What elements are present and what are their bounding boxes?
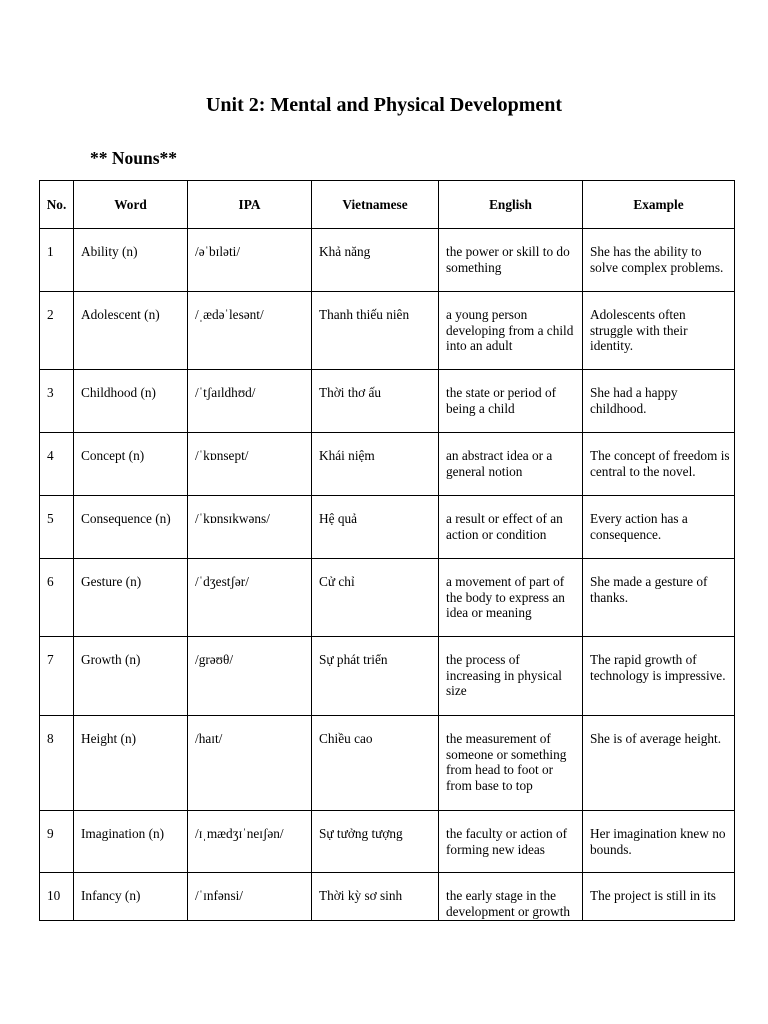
cell-example: Adolescents often struggle with their identity. <box>583 292 735 370</box>
document-title: Unit 2: Mental and Physical Development <box>205 94 563 116</box>
cell-english: a movement of part of the body to express an idea or meaning <box>439 559 583 637</box>
cell-no: 7 <box>40 637 74 716</box>
cell-english: the early stage in the development or growth <box>439 873 583 921</box>
cell-english: the faculty or action of forming new ideas <box>439 811 583 873</box>
cell-example: She is of average height. <box>583 716 735 811</box>
cell-ipa: /grəʊθ/ <box>188 637 312 716</box>
header-english: English <box>439 181 583 229</box>
cell-example: The project is still in its <box>583 873 735 921</box>
cell-word: Consequence (n) <box>74 496 188 559</box>
cell-word: Growth (n) <box>74 637 188 716</box>
cell-word: Height (n) <box>74 716 188 811</box>
cell-english: a result or effect of an action or condition <box>439 496 583 559</box>
cell-ipa: /ˈkɒnsɪkwəns/ <box>188 496 312 559</box>
cell-example: The rapid growth of technology is impressive. <box>583 637 735 716</box>
cell-no: 2 <box>40 292 74 370</box>
cell-example: The concept of freedom is central to the novel. <box>583 433 735 496</box>
cell-ipa: /ˈkɒnsept/ <box>188 433 312 496</box>
cell-ipa: /ˈɪnfənsi/ <box>188 873 312 921</box>
header-vietnamese: Vietnamese <box>312 181 439 229</box>
cell-word: Concept (n) <box>74 433 188 496</box>
vocabulary-table <box>39 180 735 921</box>
cell-example: She has the ability to solve complex problems. <box>583 229 735 292</box>
cell-example: She had a happy childhood. <box>583 370 735 433</box>
cell-no: 6 <box>40 559 74 637</box>
cell-vietnamese: Khái niệm <box>312 433 439 496</box>
cell-vietnamese: Khả năng <box>312 229 439 292</box>
cell-example: Every action has a consequence. <box>583 496 735 559</box>
cell-vietnamese: Thời thơ ấu <box>312 370 439 433</box>
cell-no: 3 <box>40 370 74 433</box>
cell-english: an abstract idea or a general notion <box>439 433 583 496</box>
header-word: Word <box>74 181 188 229</box>
cell-vietnamese: Thanh thiếu niên <box>312 292 439 370</box>
cell-ipa: /ˌædəˈlesənt/ <box>188 292 312 370</box>
cell-word: Ability (n) <box>74 229 188 292</box>
cell-vietnamese: Thời kỳ sơ sinh <box>312 873 439 921</box>
cell-ipa: /ˈdʒestʃər/ <box>188 559 312 637</box>
header-ipa: IPA <box>188 181 312 229</box>
cell-english: a young person developing from a child into an adult <box>439 292 583 370</box>
section-heading: ** Nouns** <box>90 148 178 168</box>
cell-no: 9 <box>40 811 74 873</box>
cell-english: the power or skill to do something <box>439 229 583 292</box>
cell-ipa: /əˈbɪləti/ <box>188 229 312 292</box>
cell-word: Childhood (n) <box>74 370 188 433</box>
cell-vietnamese: Cử chỉ <box>312 559 439 637</box>
cell-ipa: /ˈtʃaɪldhʊd/ <box>188 370 312 433</box>
cell-example: She made a gesture of thanks. <box>583 559 735 637</box>
cell-vietnamese: Sự tưởng tượng <box>312 811 439 873</box>
cell-ipa: /haɪt/ <box>188 716 312 811</box>
cell-vietnamese: Hệ quả <box>312 496 439 559</box>
cell-word: Infancy (n) <box>74 873 188 921</box>
cell-no: 8 <box>40 716 74 811</box>
cell-word: Adolescent (n) <box>74 292 188 370</box>
cell-english: the process of increasing in physical size <box>439 637 583 716</box>
cell-word: Gesture (n) <box>74 559 188 637</box>
cell-no: 4 <box>40 433 74 496</box>
cell-vietnamese: Sự phát triển <box>312 637 439 716</box>
cell-english: the state or period of being a child <box>439 370 583 433</box>
cell-no: 5 <box>40 496 74 559</box>
cell-word: Imagination (n) <box>74 811 188 873</box>
cell-ipa: /ɪˌmædʒɪˈneɪʃən/ <box>188 811 312 873</box>
cell-vietnamese: Chiều cao <box>312 716 439 811</box>
header-example: Example <box>583 181 735 229</box>
cell-no: 10 <box>40 873 74 921</box>
cell-english: the measurement of someone or something from head to foot or from base to top <box>439 716 583 811</box>
header-no: No. <box>40 181 74 229</box>
cell-no: 1 <box>40 229 74 292</box>
cell-example: Her imagination knew no bounds. <box>583 811 735 873</box>
